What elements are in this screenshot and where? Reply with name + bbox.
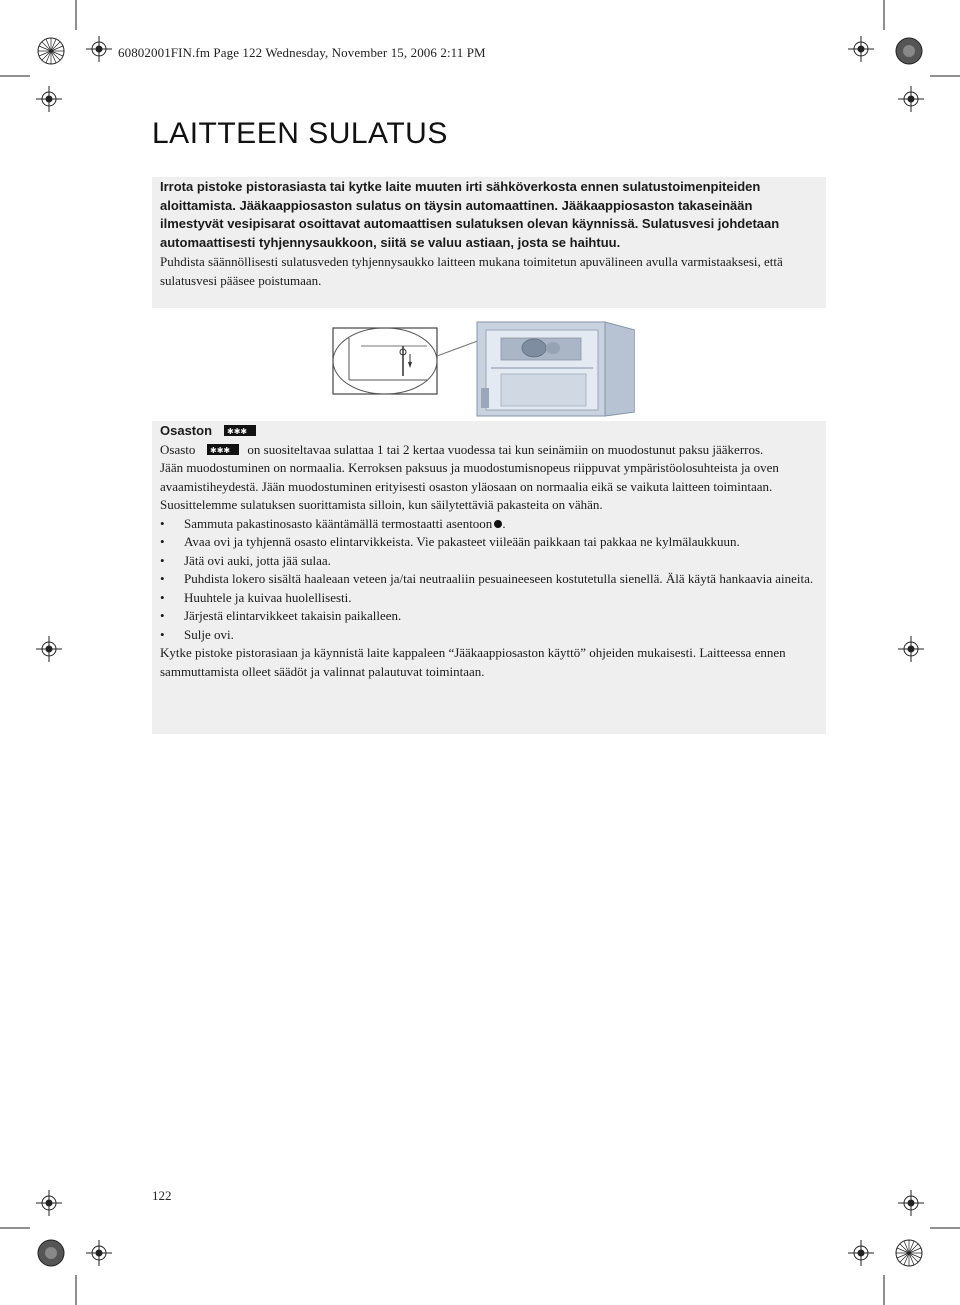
freezer-heading-text: Osaston — [160, 423, 213, 438]
list-item: • Huuhtele ja kuivaa huolellisesti. — [160, 589, 818, 608]
list-item: • Sulje ovi. — [160, 626, 818, 645]
list-item: • Jätä ovi auki, jotta jää sulaa. — [160, 552, 818, 571]
list-item: • Avaa ovi ja tyhjennä osasto elintarvikkeista. Vie pakasteet viileään paikkaan tai pakkaa ne kylmälaukkuun. — [160, 533, 818, 552]
list-item: • Puhdista lokero sisältä haaleaan veteen ja/tai neutraaliin pesuaineeseen kostutetulla sienellä. Älä käytä hankaavia aineita. — [160, 570, 818, 589]
freezer-intro — [160, 441, 818, 460]
page-title: LAITTEEN SULATUS — [152, 117, 448, 150]
freezer-star-icon-inline — [207, 444, 239, 455]
freezer-defrost-box — [152, 421, 826, 734]
drain-cleaning-note: Puhdista säännöllisesti sulatusveden tyhjennysaukko laitteen mukana toimitetun apuvälineen avulla varmistaaksesi, että sulatusvesi pääsee poistumaan. — [160, 254, 783, 288]
fridge-drain-illustration — [331, 316, 635, 418]
ice-formation-paragraph: Jään muodostuminen on normaalia. Kerroksen paksuus ja muodostumisnopeus riippuvat ympäristöolosuhteista ja oven avaamistiheydestä. Jään muodostuminen erityisesti osaston yläosaan on normaalia eikä se vaikuta laitteen toimintaan. — [160, 460, 779, 494]
defrost-steps-list — [160, 515, 818, 645]
freezer-section-heading — [160, 421, 818, 441]
defrost-info-box — [152, 177, 826, 308]
list-item: • Sammuta pakastinosasto kääntämällä termostaatti asentoon . — [160, 515, 818, 534]
page-number: 122 — [152, 1188, 172, 1203]
file-header-line: 60802001FIN.fm Page 122 Wednesday, November 15, 2006 2:11 PM — [118, 45, 486, 60]
svg-text:✱✱✱: ✱✱✱ — [210, 445, 231, 455]
freezer-star-icon — [224, 425, 256, 436]
defrost-instructions-bold: Irrota pistoke pistorasiasta tai kytke laite muuten irti sähköverkosta ennen sulatustoimenpiteiden aloittamista. Jääkaappiosaston sulatus on täysin automaattinen. Jääkaappiosaston takaseinään ilmestyvät vesipisarat osoittavat automaattisen sulatuksen olevan käynnissä. Sulatusvesi johdetaan automaattisesti tyhjennysaukkoon, siitä se valuu astiaan, josta se haihtuu. — [160, 179, 780, 250]
freezer-intro-suffix: on suositeltavaa sulattaa 1 tai 2 kertaa vuodessa tai kun seinämiin on muodostunut paksu jääkerros. — [247, 441, 764, 457]
freezer-intro-prefix: Osasto — [160, 441, 196, 457]
recommendation-paragraph: Suosittelemme sulatuksen suorittamista silloin, kun säilytettäviä pakasteita on vähän. — [160, 497, 603, 512]
svg-text:✱✱✱: ✱✱✱ — [227, 427, 248, 436]
restart-paragraph: Kytke pistoke pistorasiaan ja käynnistä laite kappaleen “Jääkaappiosaston käyttö” ohjeiden mukaisesti. Laitteessa ennen sammuttamista olleet säädöt ja valinnat palautuvat toimintaan. — [160, 645, 786, 679]
list-item: • Järjestä elintarvikkeet takaisin paikalleen. — [160, 607, 818, 626]
